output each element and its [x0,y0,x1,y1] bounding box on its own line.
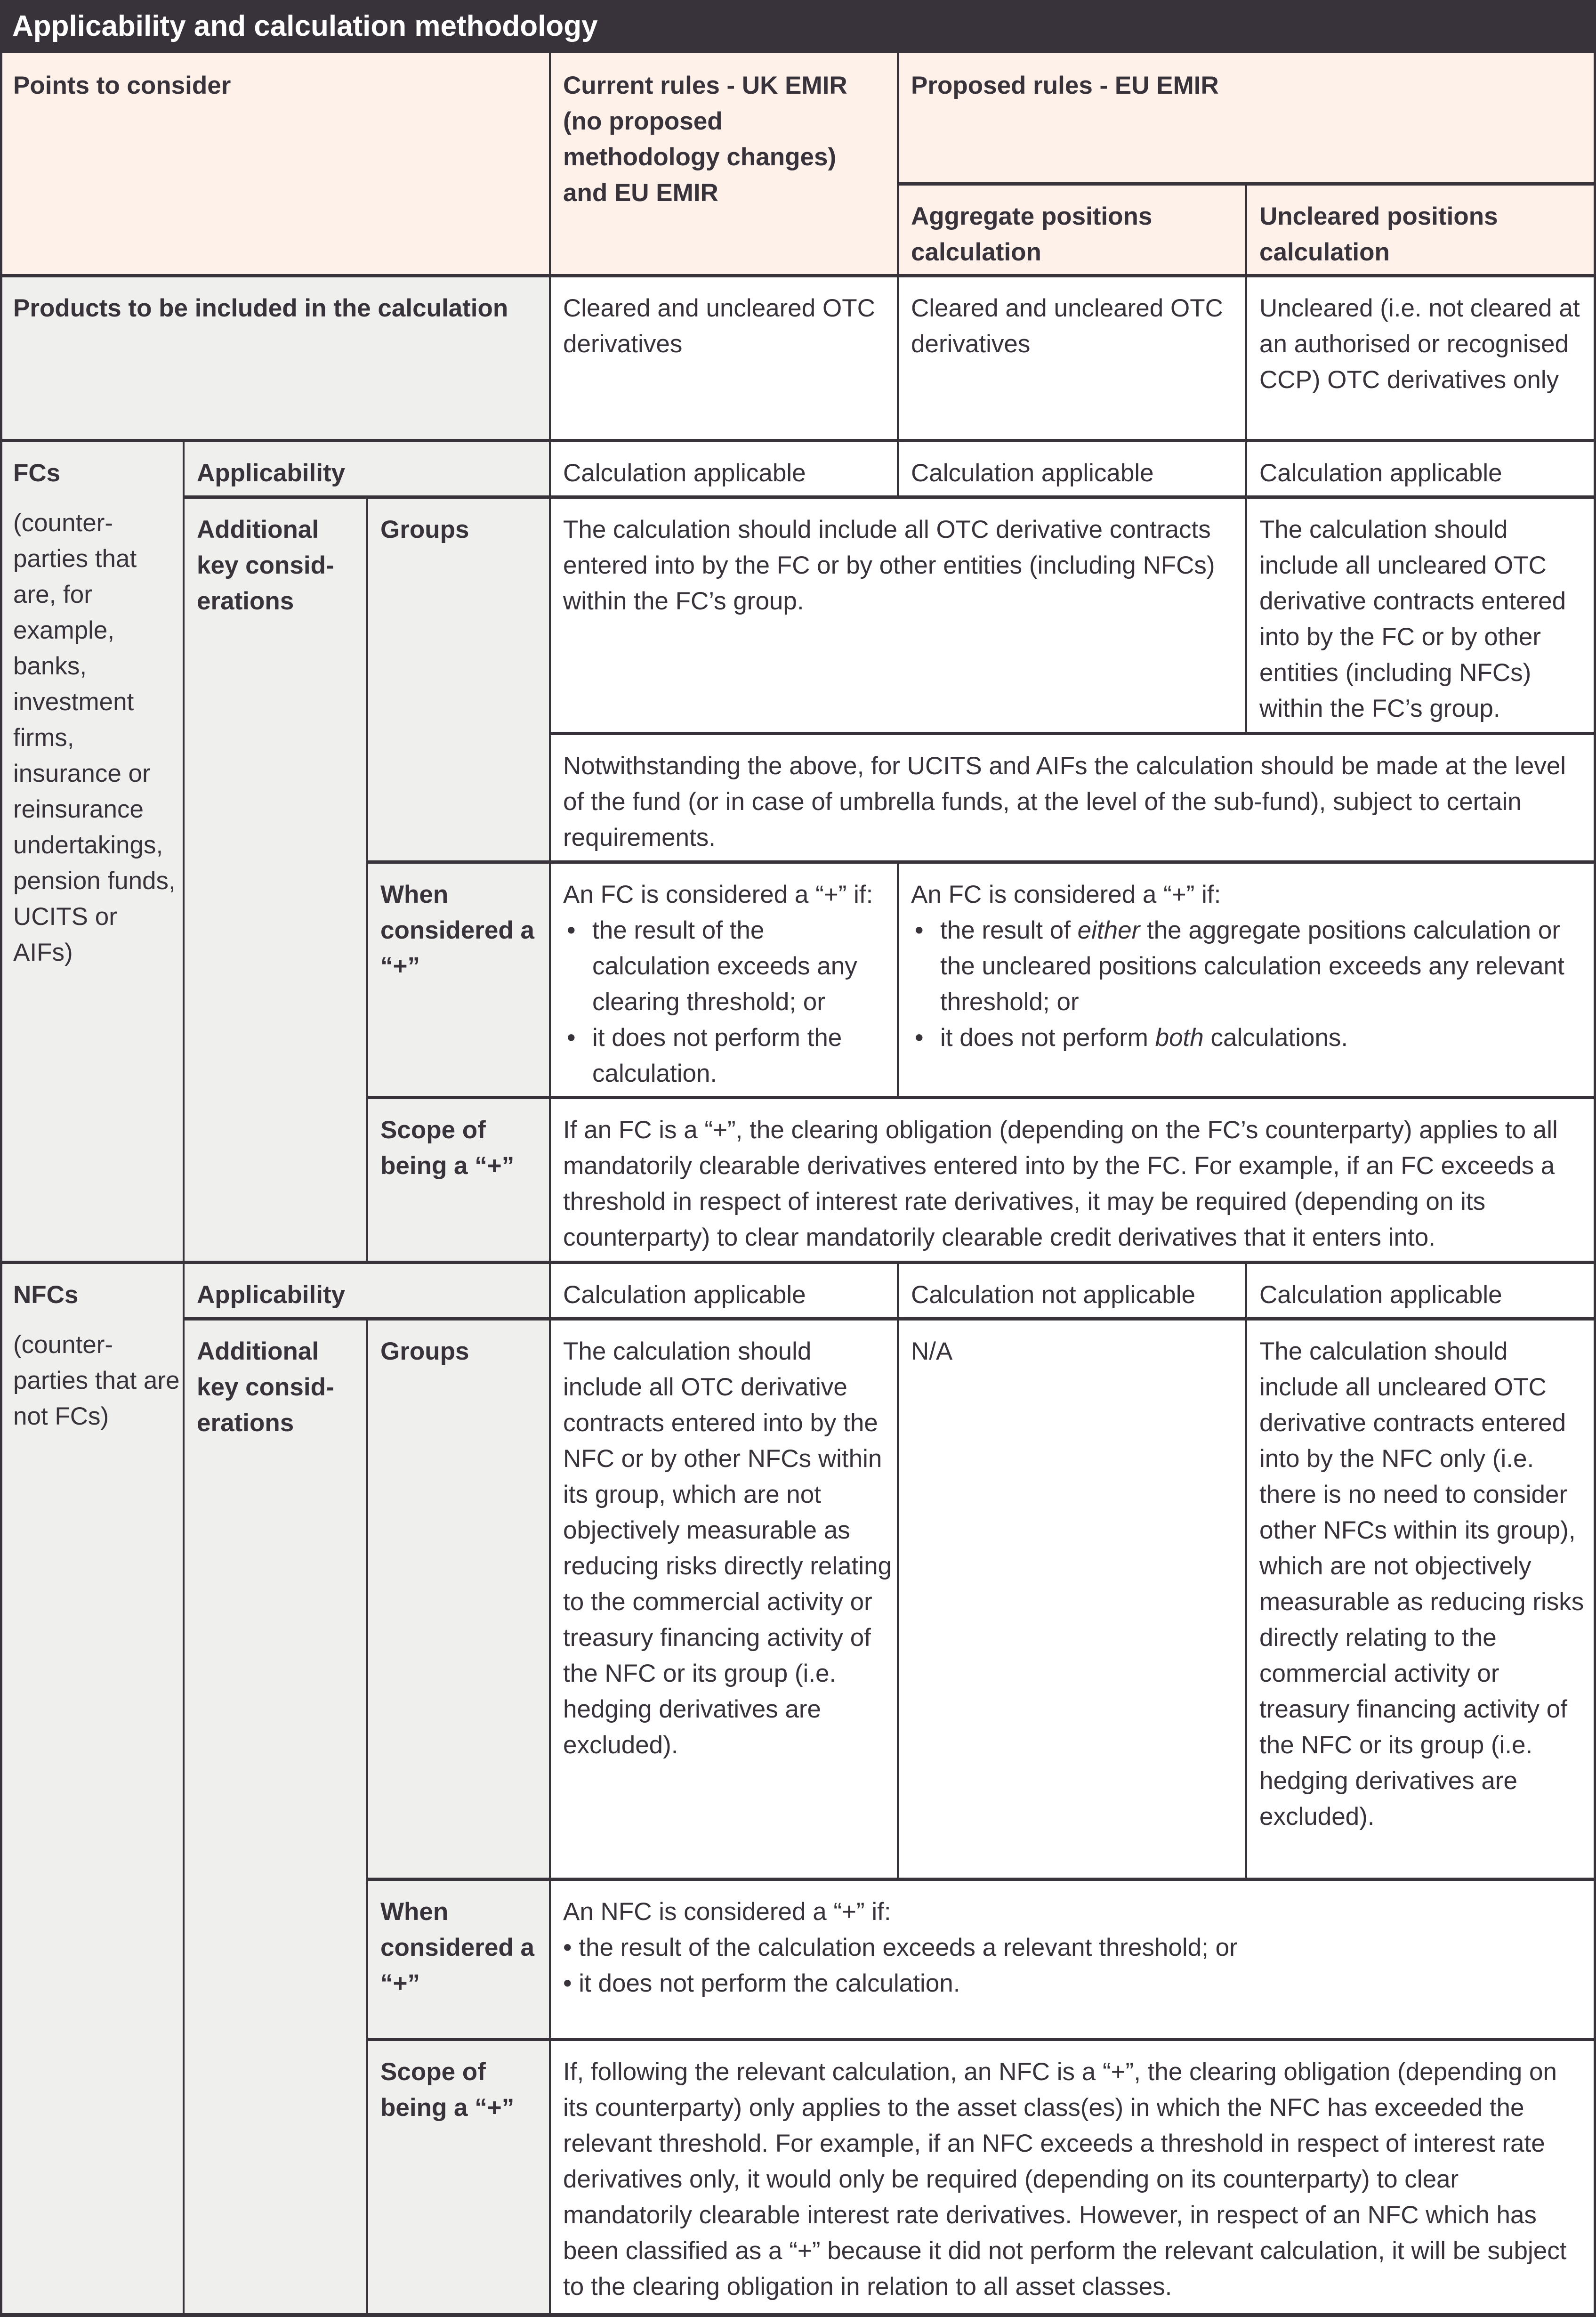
nfcs-applicability-aggregate: Calculation not applicable [898,1262,1246,1319]
fcs-when-current-intro: An FC is considered a “+” if: [563,881,873,908]
divider [367,2038,1596,2041]
fcs-when-proposed-bullet: • it does not perform both calculations. [911,1020,1584,1056]
products-uncleared: Uncleared (i.e. not cleared at an authorised or recognised CCP) OTC derivatives only [1246,275,1596,440]
nfcs-label-cell [0,1262,184,2317]
nfcs-when-label: When considered a “+” [367,1879,550,2039]
products-label: Products to be included in the calculation [0,275,550,440]
products-current: Cleared and uncleared OTC derivatives [550,275,898,440]
fcs-scope: If an FC is a “+”, the clearing obligation (depending on the FC’s counterparty) applies to all mandatorily clearable derivatives entered into by the FC. For example, if an FC exceeds a threshold in respect of interest rate derivatives, it may be required (depending on its counterparty) to clear mandatorily clearable credit derivatives that it enters into. [550,1097,1596,1262]
header-current-rules: Current rules - UK EMIR (no proposed methodology changes) and EU EMIR [550,53,898,275]
fcs-groups-label: Groups [367,497,550,862]
col-divider [897,53,899,440]
col-divider [549,53,551,2317]
fcs-when-current [550,862,898,1097]
fcs-when-current-bullet: • the result of the calculation exceeds any clearing threshold; or [563,913,886,1020]
border-left [0,53,2,2317]
divider [184,495,1596,499]
border-bottom [0,2313,1596,2317]
divider [367,1096,1596,1099]
col-divider [897,862,899,1097]
col-divider [1245,1262,1247,1879]
col-divider [897,1262,899,1879]
nfcs-groups-label: Groups [367,1319,550,1879]
divider [0,439,1596,442]
header-points-to-consider: Points to consider [0,53,550,275]
fcs-applicability-aggregate: Calculation applicable [898,440,1246,497]
col-divider [1245,440,1247,733]
fcs-label-cell [0,440,184,1262]
header-aggregate-positions: Aggregate positions calculation [898,184,1246,275]
nfcs-label: NFCs [13,1281,79,1309]
nfcs-applicability-label: Applicability [184,1262,550,1319]
divider [367,1878,1596,1881]
fcs-applicability-uncleared: Calculation applicable [1246,440,1596,497]
col-divider [897,440,899,497]
nfcs-scope-label: Scope of being a “+” [367,2039,550,2317]
fcs-when-proposed-intro: An FC is considered a “+” if: [911,881,1221,908]
nfcs-additional-label: Additional key consid-erations [184,1319,367,2317]
fcs-applicability-label: Applicability [184,440,550,497]
nfcs-groups-uncleared: The calculation should include all uncleared OTC derivative contracts entered into by the NFC only (i.e. there is no need to consider other NFCs within its group), which are not objectively measurable as reducing risks directly relating to the commercial activity or treasury financing activity of the NFC or its group (i.e. hedging derivatives are excluded). [1246,1319,1596,1879]
nfcs-groups-current: The calculation should include all OTC derivative contracts entered into by the NFC or by other NFCs within its group, which are not objectively measurable as reducing risks directly relating to the commercial activity or treasury financing activity of the NFC or its group (i.e. hedging derivatives are excluded). [550,1319,898,1879]
fcs-when-proposed-bullet: • the result of either the aggregate positions calculation or the uncleared positions calculation exceeds any relevant threshold; or [911,913,1584,1020]
nfcs-when-bullet: • it does not perform the calculation. [563,1966,1584,2001]
col-divider [366,1319,368,2317]
fcs-note: (counter-parties that are, for example, banks, investment firms, insurance or reinsurance undertakings, pension funds, UCITS or AIFs) [13,509,176,966]
divider [0,274,1596,277]
nfcs-when-intro: An NFC is considered a “+” if: [563,1898,891,1926]
fcs-groups-uncleared: The calculation should include all uncleared OTC derivative contracts entered into by the FC or by other entities (including NFCs) within the FC’s group. [1246,497,1596,733]
nfcs-note: (counter-parties that are not FCs) [13,1331,180,1430]
header-uncleared-positions: Uncleared positions calculation [1246,184,1596,275]
fcs-when-current-bullet: • it does not perform the calculation. [563,1020,886,1092]
fcs-applicability-current: Calculation applicable [550,440,898,497]
fcs-groups-current-aggregate: The calculation should include all OTC derivative contracts entered into by the FC or by other entities (including NFCs) within the FC’s group. [550,497,1246,733]
fcs-when-label: When considered a “+” [367,862,550,1097]
header-proposed-rules: Proposed rules - EU EMIR [898,53,1596,184]
nfcs-groups-aggregate: N/A [898,1319,1246,1879]
nfcs-applicability-current: Calculation applicable [550,1262,898,1319]
divider [0,1261,1596,1264]
products-aggregate: Cleared and uncleared OTC derivatives [898,275,1246,440]
nfcs-when-bullet: • the result of the calculation exceeds a relevant threshold; or [563,1930,1584,1966]
divider [550,732,1596,735]
divider [184,1317,1596,1321]
nfcs-scope: If, following the relevant calculation, an NFC is a “+”, the clearing obligation (depending on its counterparty) only applies to the asset class(es) in which the NFC has exceeded the relevant threshold. For example, if an NFC exceeds a threshold in respect of interest rate derivatives only, it would only be required (depending on its counterparty) to clear mandatorily clearable interest rate derivatives. However, in respect of an NFC which has been classified as a “+” because it did not perform the relevant calculation, it will be subject to the clearing obligation in relation to all asset classes. [550,2039,1596,2317]
fcs-when-proposed [898,862,1596,1097]
fcs-label: FCs [13,459,61,487]
col-divider [183,440,185,2317]
table-title: Applicability and calculation methodology [0,0,1596,53]
col-divider [1245,184,1247,440]
fcs-scope-label: Scope of being a “+” [367,1097,550,1262]
col-divider [366,497,368,1262]
fcs-groups-notwithstanding: Notwithstanding the above, for UCITS and AIFs the calculation should be made at the level of the fund (or in case of umbrella funds, at the level of the sub-fund), subject to certain requirements. [550,733,1596,862]
fcs-additional-label: Additional key consid-erations [184,497,367,1262]
divider [367,860,1596,864]
border-right [1594,53,1596,2317]
nfcs-when [550,1879,1596,2039]
nfcs-applicability-uncleared: Calculation applicable [1246,1262,1596,1319]
